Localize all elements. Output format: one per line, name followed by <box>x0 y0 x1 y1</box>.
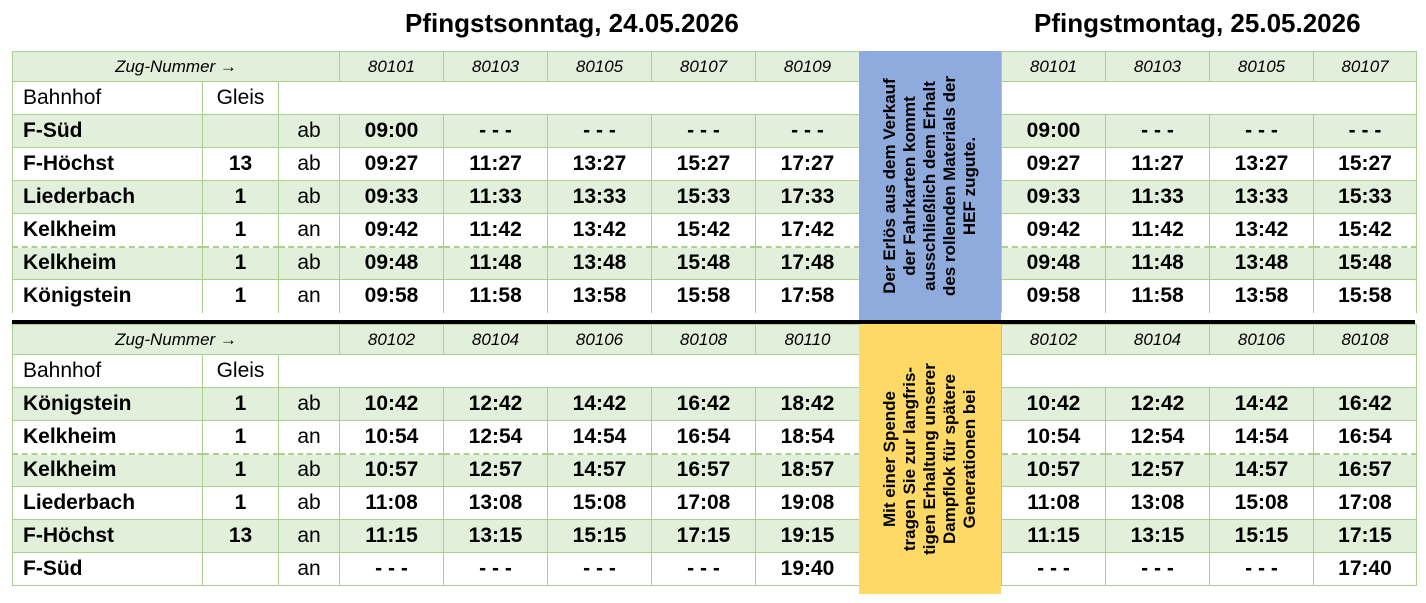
sunday-time: 18:54 <box>756 421 860 454</box>
monday-time: 15:08 <box>1210 487 1314 520</box>
station-name: Liederbach <box>13 181 203 214</box>
platform: 1 <box>203 247 279 280</box>
monday-time: 11:33 <box>1106 181 1210 214</box>
station-name: F-Höchst <box>13 520 203 553</box>
arrival-departure: ab <box>279 454 340 487</box>
sunday-time: 09:27 <box>340 148 444 181</box>
arrival-departure: ab <box>279 115 340 148</box>
sunday-time: 17:58 <box>756 280 860 313</box>
monday-time: 13:27 <box>1210 148 1314 181</box>
sunday-time: 13:58 <box>548 280 652 313</box>
sunday-time: 18:42 <box>756 388 860 421</box>
train-number: 80105 <box>548 52 652 82</box>
bahnhof-header: Bahnhof <box>13 355 203 388</box>
train-number: 80102 <box>1002 325 1106 355</box>
monday-time: 17:40 <box>1314 553 1417 586</box>
station-name: Kelkheim <box>13 454 203 487</box>
monday-time: 11:15 <box>1002 520 1106 553</box>
monday-time: 11:42 <box>1106 214 1210 247</box>
sunday-time: 15:27 <box>652 148 756 181</box>
monday-time: 15:48 <box>1314 247 1417 280</box>
monday-time: - - - <box>1210 553 1314 586</box>
monday-time: 14:54 <box>1210 421 1314 454</box>
train-number-row <box>13 52 1417 82</box>
monday-time: 13:15 <box>1106 520 1210 553</box>
monday-time: 15:42 <box>1314 214 1417 247</box>
station-name: Kelkheim <box>13 421 203 454</box>
header-blank <box>1002 355 1417 388</box>
monday-time: 13:33 <box>1210 181 1314 214</box>
monday-time: 15:27 <box>1314 148 1417 181</box>
arrival-departure: an <box>279 553 340 586</box>
monday-time: 14:57 <box>1210 454 1314 487</box>
header-blank <box>279 82 860 115</box>
monday-time: 14:42 <box>1210 388 1314 421</box>
train-number-label-text: Zug-Nummer <box>115 56 216 76</box>
platform: 1 <box>203 421 279 454</box>
monday-time: 09:42 <box>1002 214 1106 247</box>
donation-note <box>859 324 1001 594</box>
monday-time: 10:54 <box>1002 421 1106 454</box>
sunday-time: 16:57 <box>652 454 756 487</box>
sunday-time: 10:42 <box>340 388 444 421</box>
column-header-row <box>13 82 1417 115</box>
monday-time: 09:58 <box>1002 280 1106 313</box>
timetable-row <box>13 553 1417 586</box>
platform: 1 <box>203 388 279 421</box>
bahnhof-header: Bahnhof <box>13 82 203 115</box>
sunday-time: 09:00 <box>340 115 444 148</box>
sunday-time: - - - <box>548 115 652 148</box>
sunday-time: 15:42 <box>652 214 756 247</box>
sunday-time: 14:42 <box>548 388 652 421</box>
train-number: 80106 <box>1210 325 1314 355</box>
arrival-departure: an <box>279 520 340 553</box>
timetable-row <box>13 214 1417 247</box>
sunday-time: 13:33 <box>548 181 652 214</box>
train-number: 80102 <box>340 325 444 355</box>
station-name: F-Süd <box>13 553 203 586</box>
gleis-header: Gleis <box>203 82 279 115</box>
arrow-right-icon: → <box>219 329 237 349</box>
monday-time: - - - <box>1106 553 1210 586</box>
monday-time: 11:27 <box>1106 148 1210 181</box>
sunday-time: 11:42 <box>444 214 548 247</box>
monday-time: 12:57 <box>1106 454 1210 487</box>
train-number: 80101 <box>1002 52 1106 82</box>
monday-time: 17:08 <box>1314 487 1417 520</box>
sunday-time: 11:48 <box>444 247 548 280</box>
timetable-row <box>13 520 1417 553</box>
arrival-departure: ab <box>279 247 340 280</box>
arrival-departure: ab <box>279 148 340 181</box>
sunday-time: 13:08 <box>444 487 548 520</box>
sunday-time: 11:58 <box>444 280 548 313</box>
sunday-time: 11:33 <box>444 181 548 214</box>
sunday-time: - - - <box>652 553 756 586</box>
monday-time: - - - <box>1106 115 1210 148</box>
monday-time: 11:58 <box>1106 280 1210 313</box>
monday-time: 11:48 <box>1106 247 1210 280</box>
header-pfingstsonntag: Pfingstsonntag, 24.05.2026 <box>405 8 739 38</box>
sunday-time: 09:33 <box>340 181 444 214</box>
sunday-time: 19:40 <box>756 553 860 586</box>
station-name: Kelkheim <box>13 247 203 280</box>
sunday-time: 11:08 <box>340 487 444 520</box>
column-header-row <box>13 355 1417 388</box>
train-number-label-text: Zug-Nummer <box>115 329 216 349</box>
train-number: 80103 <box>1106 52 1210 82</box>
sunday-time: 11:15 <box>340 520 444 553</box>
platform: 13 <box>203 520 279 553</box>
sunday-time: 09:58 <box>340 280 444 313</box>
train-number: 80104 <box>444 325 548 355</box>
sunday-time: 17:15 <box>652 520 756 553</box>
arrival-departure: ab <box>279 181 340 214</box>
train-number-row <box>13 325 1417 355</box>
platform <box>203 553 279 586</box>
sunday-time: 14:57 <box>548 454 652 487</box>
monday-time: 10:42 <box>1002 388 1106 421</box>
sunday-time: - - - <box>548 553 652 586</box>
platform: 1 <box>203 487 279 520</box>
timetable-row <box>13 487 1417 520</box>
sunday-time: 17:27 <box>756 148 860 181</box>
sunday-time: - - - <box>444 553 548 586</box>
train-number: 80108 <box>652 325 756 355</box>
header-blank <box>1002 82 1417 115</box>
sunday-time: 15:58 <box>652 280 756 313</box>
train-number: 80104 <box>1106 325 1210 355</box>
monday-time: 13:58 <box>1210 280 1314 313</box>
sunday-time: 13:42 <box>548 214 652 247</box>
station-name: F-Höchst <box>13 148 203 181</box>
train-number: 80109 <box>756 52 860 82</box>
timetable-row <box>13 181 1417 214</box>
sunday-time: 16:54 <box>652 421 756 454</box>
train-number: 80103 <box>444 52 548 82</box>
train-number-label <box>13 325 340 355</box>
sunday-time: 15:33 <box>652 181 756 214</box>
sunday-time: 16:42 <box>652 388 756 421</box>
return-timetable <box>12 324 1417 586</box>
sunday-time: 12:57 <box>444 454 548 487</box>
timetable-row <box>13 247 1417 280</box>
train-number: 80105 <box>1210 52 1314 82</box>
monday-time: 15:58 <box>1314 280 1417 313</box>
train-number: 80107 <box>1314 52 1417 82</box>
platform <box>203 115 279 148</box>
sunday-time: 14:54 <box>548 421 652 454</box>
monday-time: 10:57 <box>1002 454 1106 487</box>
sunday-time: 12:54 <box>444 421 548 454</box>
sunday-time: 13:48 <box>548 247 652 280</box>
train-number: 80108 <box>1314 325 1417 355</box>
monday-time: 12:42 <box>1106 388 1210 421</box>
station-name: Königstein <box>13 388 203 421</box>
station-name: Kelkheim <box>13 214 203 247</box>
monday-time: 16:57 <box>1314 454 1417 487</box>
monday-time: 09:33 <box>1002 181 1106 214</box>
monday-time: 13:48 <box>1210 247 1314 280</box>
monday-time: 15:33 <box>1314 181 1417 214</box>
sunday-time: 15:08 <box>548 487 652 520</box>
gleis-header: Gleis <box>203 355 279 388</box>
sunday-time: 12:42 <box>444 388 548 421</box>
timetable-row <box>13 421 1417 454</box>
train-number: 80110 <box>756 325 860 355</box>
monday-time: 16:42 <box>1314 388 1417 421</box>
monday-time: 13:42 <box>1210 214 1314 247</box>
sunday-time: 13:27 <box>548 148 652 181</box>
sunday-time: 09:42 <box>340 214 444 247</box>
sunday-time: 19:15 <box>756 520 860 553</box>
sunday-time: 10:54 <box>340 421 444 454</box>
monday-time: 12:54 <box>1106 421 1210 454</box>
monday-time: 09:48 <box>1002 247 1106 280</box>
platform: 1 <box>203 214 279 247</box>
station-name: Königstein <box>13 280 203 313</box>
arrow-right-icon: → <box>219 56 237 76</box>
sunday-time: - - - <box>444 115 548 148</box>
arrival-departure: an <box>279 214 340 247</box>
sunday-time: 09:48 <box>340 247 444 280</box>
outbound-timetable <box>12 51 1417 313</box>
station-name: F-Süd <box>13 115 203 148</box>
monday-time: 13:08 <box>1106 487 1210 520</box>
monday-time: 09:00 <box>1002 115 1106 148</box>
train-number-label <box>13 52 340 82</box>
arrival-departure: ab <box>279 487 340 520</box>
arrival-departure: ab <box>279 388 340 421</box>
timetable-row <box>13 388 1417 421</box>
platform: 1 <box>203 181 279 214</box>
sunday-time: - - - <box>340 553 444 586</box>
monday-time: 11:08 <box>1002 487 1106 520</box>
sunday-time: 18:57 <box>756 454 860 487</box>
monday-time: 15:15 <box>1210 520 1314 553</box>
sunday-time: 15:48 <box>652 247 756 280</box>
sunday-time: 15:15 <box>548 520 652 553</box>
timetable-row <box>13 148 1417 181</box>
sunday-time: 19:08 <box>756 487 860 520</box>
timetable-row <box>13 454 1417 487</box>
sunday-time: 10:57 <box>340 454 444 487</box>
sunday-time: 17:33 <box>756 181 860 214</box>
monday-time: - - - <box>1002 553 1106 586</box>
sunday-time: 13:15 <box>444 520 548 553</box>
monday-time: - - - <box>1210 115 1314 148</box>
train-number: 80101 <box>340 52 444 82</box>
arrival-departure: an <box>279 280 340 313</box>
station-name: Liederbach <box>13 487 203 520</box>
revenue-note-text: Der Erlös aus dem Verkauf der Fahrkarten kommt ausschließlich dem Erhalt des rollenden Materials der HEF zugute. <box>880 75 979 296</box>
timetable-row <box>13 280 1417 313</box>
sunday-time: - - - <box>652 115 756 148</box>
monday-time: 17:15 <box>1314 520 1417 553</box>
arrival-departure: an <box>279 421 340 454</box>
train-number: 80107 <box>652 52 756 82</box>
monday-time: 09:27 <box>1002 148 1106 181</box>
revenue-note <box>859 51 1001 320</box>
header-blank <box>279 355 860 388</box>
sunday-time: 11:27 <box>444 148 548 181</box>
timetable-row <box>13 115 1417 148</box>
platform: 1 <box>203 454 279 487</box>
sunday-time: 17:42 <box>756 214 860 247</box>
sunday-time: 17:08 <box>652 487 756 520</box>
sunday-time: 17:48 <box>756 247 860 280</box>
platform: 13 <box>203 148 279 181</box>
monday-time: - - - <box>1314 115 1417 148</box>
donation-note-text: Mit einer Spende tragen Sie zur langfris- tigen Erhaltung unserer Dampflok für spätere Generationen bei <box>880 363 979 555</box>
platform: 1 <box>203 280 279 313</box>
header-pfingstmontag: Pfingstmontag, 25.05.2026 <box>1034 8 1361 38</box>
sunday-time: - - - <box>756 115 860 148</box>
monday-time: 16:54 <box>1314 421 1417 454</box>
train-number: 80106 <box>548 325 652 355</box>
